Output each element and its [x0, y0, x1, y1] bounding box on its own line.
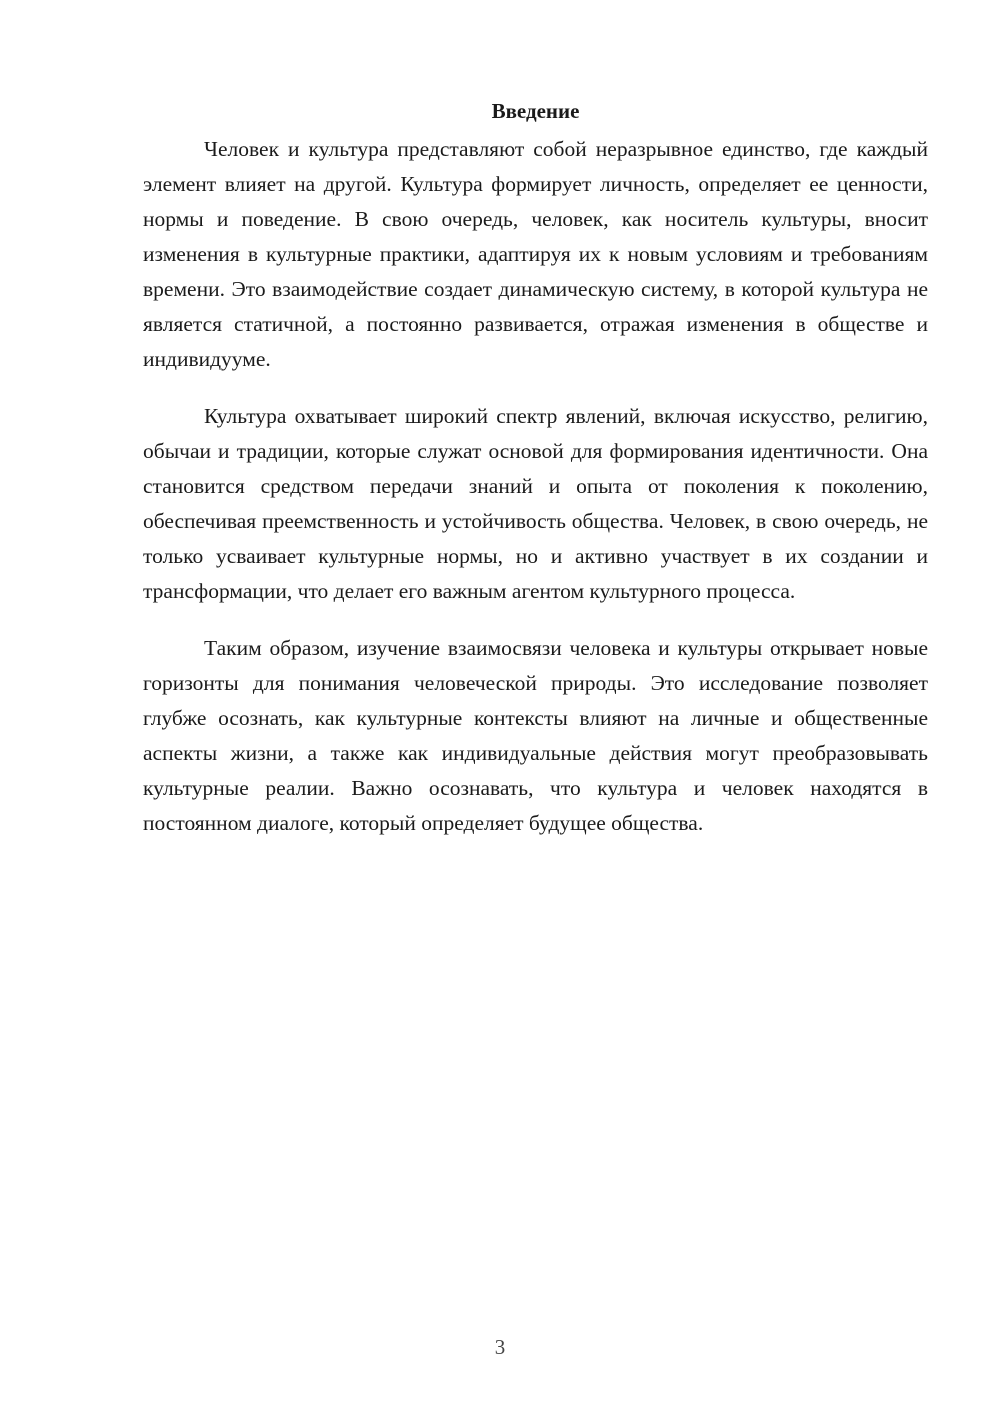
- paragraph: Человек и культура представляют собой неразрывное единство, где каждый элемент влияет на другой. Культура формирует личность, определяет ее ценности, нормы и поведение. В свою очередь, человек, как носитель культуры, вносит изменения в культурные практики, адаптируя их к новым условиям и требованиям времени. Это взаимодействие создает динамическую систему, в которой культура не является статичной, а постоянно развивается, отражая изменения в обществе и индивидууме.: [143, 137, 928, 371]
- paragraph: Культура охватывает широкий спектр явлений, включая искусство, религию, обычаи и традиции, которые служат основой для формирования идентичности. Она становится средством передачи знаний и опыта от поколения к поколению, обеспечивая преемственность и устойчивость общества. Человек, в свою очередь, не только усваивает культурные нормы, но и активно участвует в их создании и трансформации, что делает его важным агентом культурного процесса.: [143, 404, 928, 603]
- section-title: Введение: [491, 99, 580, 123]
- page-content: [143, 96, 928, 863]
- page-number: 3: [494, 1335, 506, 1359]
- paragraph: Таким образом, изучение взаимосвязи человека и культуры открывает новые горизонты для понимания человеческой природы. Это исследование позволяет глубже осознать, как культурные контексты влияют на личные и общественные аспекты жизни, а также как индивидуальные действия могут преобразовывать культурные реалии. Важно осознавать, что культура и человек находятся в постоянном диалоге, который определяет будущее общества.: [143, 636, 928, 835]
